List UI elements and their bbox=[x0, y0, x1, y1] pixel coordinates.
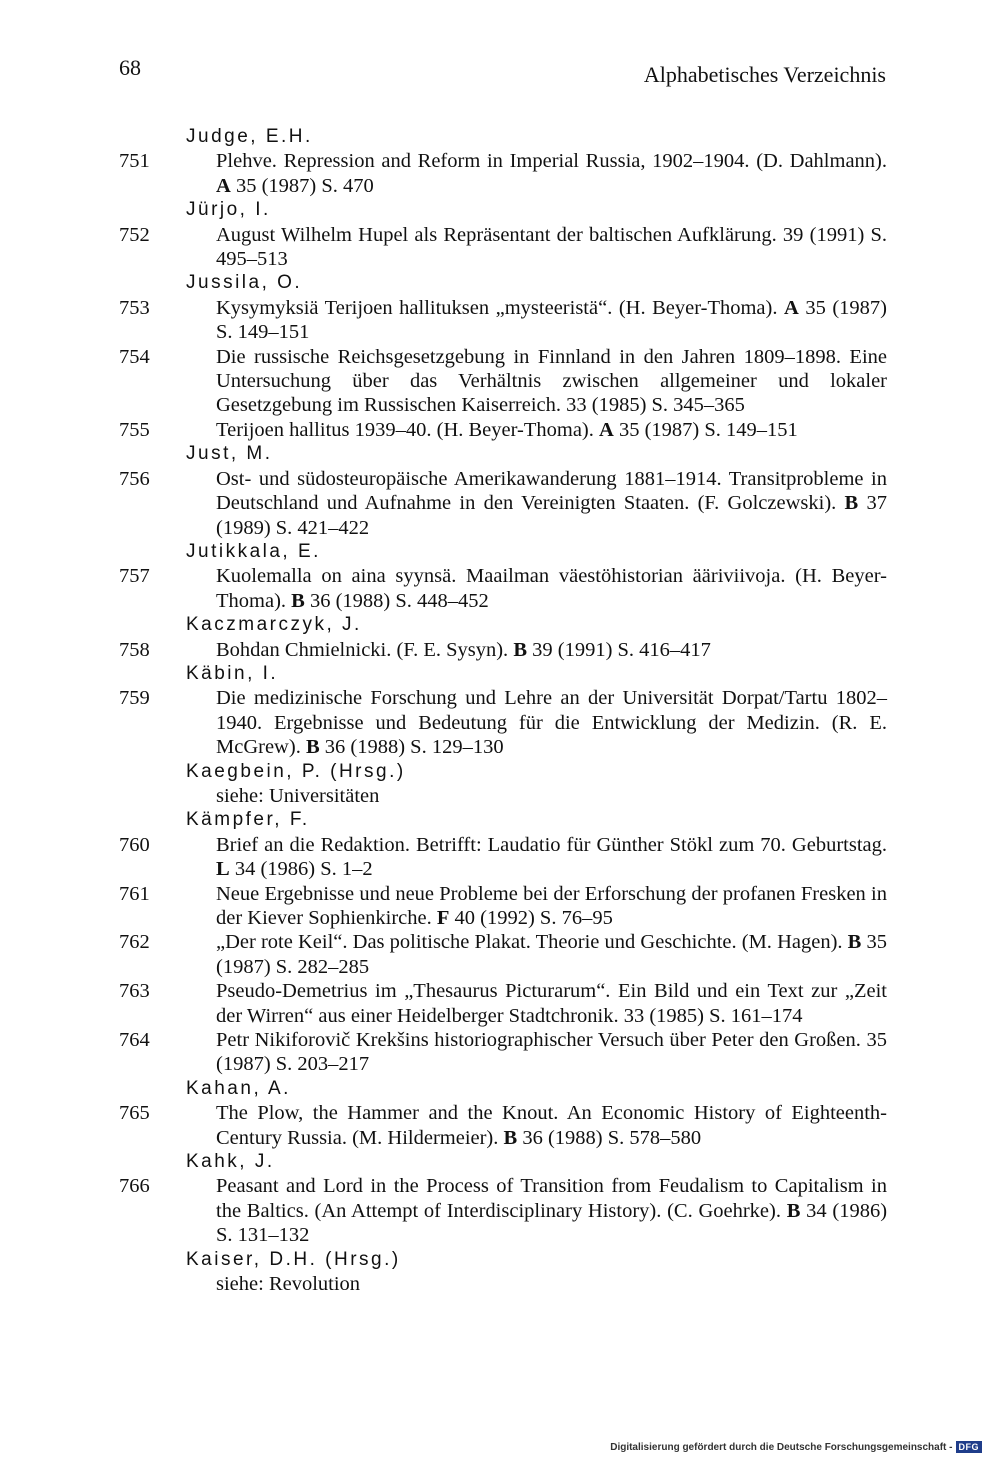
entry-title: Bohdan Chmielnicki. (F. E. Sysyn). bbox=[216, 638, 509, 661]
entry-number: 765 bbox=[119, 1102, 150, 1125]
entry-title: Kysymyksiä Terijoen hallituksen „mysteeristä“. (H. Beyer-Thoma). bbox=[216, 296, 778, 319]
index-entry bbox=[119, 467, 887, 540]
journal-section: A bbox=[216, 174, 231, 197]
entry-number: 755 bbox=[119, 418, 150, 441]
entry-reference: 36 (1988) S. 129–130 bbox=[324, 736, 504, 759]
entry-title: August Wilhelm Hupel als Repräsentant der baltischen Aufklärung. 39 (1991) S. 495–513 bbox=[216, 223, 887, 271]
entry-reference: 35 (1987) S. 282–285 bbox=[216, 931, 887, 978]
journal-section: B bbox=[847, 931, 862, 954]
entry-text bbox=[216, 930, 887, 979]
entry-reference: 34 (1986) S. 1–2 bbox=[234, 858, 373, 881]
author-heading: Jutikkala, E. bbox=[186, 540, 321, 562]
entry-title: „Der rote Keil“. Das politische Plakat. Theorie und Geschichte. (M. Hagen). bbox=[216, 931, 843, 954]
index-entry bbox=[119, 638, 887, 662]
entry-reference: 39 (1991) S. 416–417 bbox=[532, 638, 711, 661]
author-heading: Judge, E.H. bbox=[186, 126, 313, 147]
author-heading: Jussila, O. bbox=[186, 272, 303, 294]
index-entry bbox=[119, 564, 887, 613]
entry-title: Ost- und südosteuropäische Amerikawanderung 1881–1914. Transitprobleme in Deutschland und Aufnahme in den Vereinigten Staaten. (F. Golczewski). bbox=[216, 467, 887, 515]
entry-title: Plehve. Repression and Reform in Imperial Russia, 1902–1904. (D. Dahlmann). bbox=[216, 150, 887, 173]
index-entry bbox=[119, 296, 887, 345]
entry-text bbox=[216, 1101, 887, 1150]
author-heading: Kahk, J. bbox=[186, 1151, 275, 1173]
entry-text bbox=[216, 638, 887, 662]
entry-number: 761 bbox=[119, 882, 150, 905]
see-reference: siehe: Revolution bbox=[216, 1273, 361, 1296]
entry-number: 757 bbox=[119, 565, 150, 588]
entry-number: 754 bbox=[119, 345, 150, 368]
entry-text bbox=[216, 833, 887, 882]
index-entry bbox=[119, 1101, 887, 1150]
index-entry bbox=[119, 223, 887, 272]
author-heading: Kaczmarczyk, J. bbox=[186, 614, 362, 636]
index-entry bbox=[119, 833, 887, 882]
index-entry bbox=[119, 149, 887, 198]
journal-section: B bbox=[786, 1199, 801, 1222]
entry-number: 762 bbox=[119, 931, 150, 954]
entry-reference: 37 (1989) S. 421–422 bbox=[216, 492, 887, 539]
entry-number: 759 bbox=[119, 687, 150, 710]
journal-section: F bbox=[436, 907, 450, 929]
entry-text bbox=[216, 418, 887, 442]
index-list bbox=[119, 125, 887, 1297]
entry-title: The Plow, the Hammer and the Knout. An Economic History of Eighteenth-Century Russia. (M. Hildermeier). bbox=[216, 1102, 887, 1149]
index-entry bbox=[119, 882, 887, 931]
author-heading: Kämpfer, F. bbox=[186, 809, 310, 831]
index-entry bbox=[119, 930, 887, 979]
journal-section: B bbox=[503, 1126, 518, 1149]
entry-text bbox=[216, 686, 887, 759]
journal-section: B bbox=[513, 638, 527, 661]
journal-section: B bbox=[305, 736, 320, 759]
entry-title: Neue Ergebnisse und neue Probleme bei der Erforschung der profanen Fresken in der Kiever Sophienkirche. bbox=[216, 882, 887, 929]
index-entry bbox=[119, 979, 887, 1028]
entry-reference: 35 (1987) S. 149–151 bbox=[216, 296, 887, 344]
entry-title: Brief an die Redaktion. Betrifft: Laudatio für Günther Stökl zum 70. Geburtstag. bbox=[216, 833, 887, 856]
entry-title: Peasant and Lord in the Process of Transition from Feudalism to Capitalism in the Baltics. (An Attempt of Interdisciplinary History). (C. Goehrke). bbox=[216, 1175, 887, 1222]
index-entry bbox=[119, 345, 887, 418]
see-reference: siehe: Universitäten bbox=[216, 784, 380, 807]
entry-reference: 40 (1992) S. 76–95 bbox=[454, 907, 613, 929]
entry-reference: 36 (1988) S. 578–580 bbox=[522, 1126, 702, 1149]
entry-text bbox=[216, 149, 887, 198]
running-header: Alphabetisches Verzeichnis bbox=[643, 62, 886, 87]
author-heading: Jürjo, I. bbox=[186, 199, 271, 221]
entry-text bbox=[216, 296, 887, 345]
author-heading: Käbin, I. bbox=[186, 662, 279, 684]
footer bbox=[610, 1441, 982, 1453]
entry-number: 753 bbox=[119, 296, 150, 319]
entry-title: Die russische Reichsgesetzgebung in Finnland in den Jahren 1809–1898. Eine Untersuchung über das Verhältnis zwischen allgemeiner und lokaler Gesetzgebung im Russischen Kaiserreich. 33 (1985) S. 345–365 bbox=[216, 345, 887, 417]
entry-number: 758 bbox=[119, 638, 150, 661]
entry-number: 752 bbox=[119, 223, 150, 246]
journal-section: B bbox=[291, 589, 305, 612]
author-heading: Kaiser, D.H. (Hrsg.) bbox=[186, 1248, 401, 1270]
index-entry bbox=[119, 1174, 887, 1247]
entry-text bbox=[216, 1174, 887, 1247]
entry-number: 751 bbox=[119, 150, 150, 173]
footer-text: Digitalisierung gefördert durch die Deutsche Forschungsgemeinschaft - bbox=[610, 1441, 953, 1453]
journal-section: L bbox=[216, 858, 230, 881]
entry-text bbox=[216, 467, 887, 540]
journal-section: A bbox=[599, 418, 614, 441]
index-entry bbox=[119, 686, 887, 759]
entry-reference: 34 (1986) S. 131–132 bbox=[216, 1199, 888, 1247]
entry-number: 763 bbox=[119, 980, 150, 1003]
author-heading: Kahan, A. bbox=[186, 1077, 291, 1099]
entry-text bbox=[216, 345, 887, 418]
page-number: 68 bbox=[119, 55, 141, 80]
entry-text bbox=[216, 1028, 887, 1077]
author-heading: Kaegbein, P. (Hrsg.) bbox=[186, 760, 406, 782]
entry-text bbox=[216, 223, 887, 272]
dfg-logo: DFG bbox=[956, 1441, 983, 1453]
entry-text bbox=[216, 882, 887, 931]
index-entry bbox=[119, 1028, 887, 1077]
entry-text bbox=[216, 979, 887, 1028]
index-entry bbox=[119, 418, 887, 442]
entry-reference: 35 (1987) S. 470 bbox=[235, 174, 374, 197]
entry-title: Die medizinische Forschung und Lehre an der Universität Dorpat/Tartu 1802–1940. Ergebnisse und Bedeutung für die Entwicklung der Medizin. (R. E. McGrew). bbox=[216, 687, 887, 759]
entry-reference: 35 (1987) S. 149–151 bbox=[618, 418, 798, 441]
entry-title: Terijoen hallitus 1939–40. (H. Beyer-Thoma). bbox=[216, 418, 594, 441]
entry-title: Kuolemalla on aina syynsä. Maailman väestöhistorian ääriviivoja. (H. Beyer-Thoma). bbox=[216, 565, 887, 612]
entry-reference: 36 (1988) S. 448–452 bbox=[309, 589, 489, 612]
entry-text bbox=[216, 564, 887, 613]
entry-number: 756 bbox=[119, 467, 150, 490]
author-heading: Just, M. bbox=[186, 443, 273, 465]
journal-section: B bbox=[844, 492, 859, 515]
entry-number: 760 bbox=[119, 833, 150, 856]
journal-section: A bbox=[784, 296, 799, 319]
entry-title: Petr Nikiforovič Krekšins historiographischer Versuch über Peter den Großen. 35 (1987) S. 203–217 bbox=[216, 1029, 887, 1076]
entry-number: 764 bbox=[119, 1029, 150, 1052]
entry-number: 766 bbox=[119, 1175, 150, 1198]
entry-title: Pseudo-Demetrius im „Thesaurus Picturarum“. Ein Bild und ein Text zur „Zeit der Wirren“ aus einer Heidelberger Stadtchronik. 33 (1985) S. 161–174 bbox=[216, 980, 887, 1027]
